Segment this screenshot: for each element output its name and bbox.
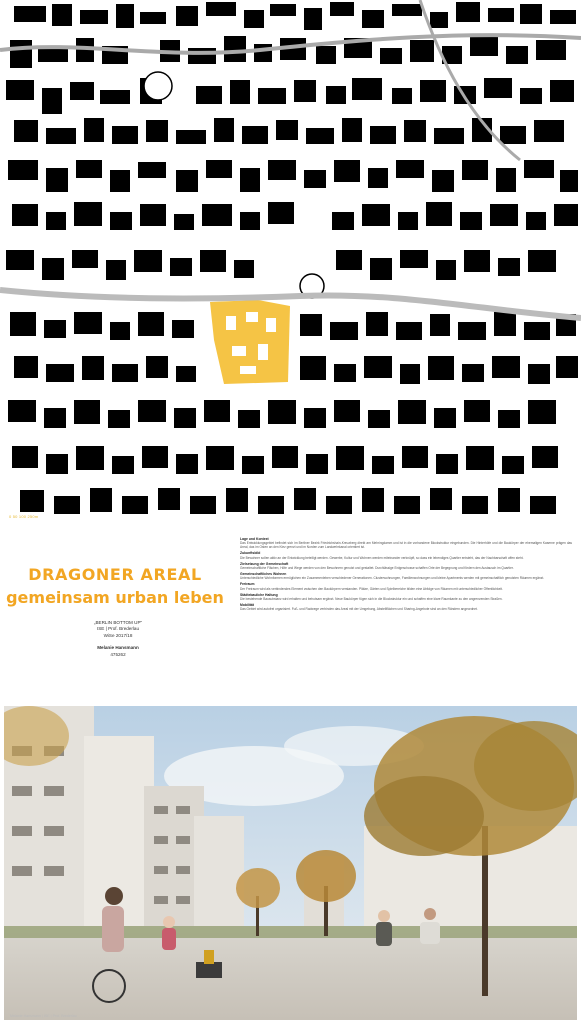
meta-project: „BERLIN BOTTOM UP“ (93, 620, 143, 625)
plaza (4, 926, 577, 1020)
meta-author: Melanie Hansmann (97, 645, 139, 651)
section-heading: Mobilität (240, 603, 254, 608)
render-credit: Melanie Hansmann | ISE | Prof. Brederlau (10, 1014, 77, 1018)
section-text: Der Freiraum wird als verbindendes Element zwischen den Baukörpern verstanden. Plätze, Gärten und Spielbereiche bilden eine Abfolge von Räumen mit unterschiedlicher Öffentlichkeit. (240, 586, 503, 591)
section-text: Gemeinschaftliche Flächen, Höfe und Wege werden von den Bewohnern genutzt und gestaltet. Durchlässige Erdgeschosse schaffen Orte der Begegnung und fördern den Austausch im Quartier. (240, 565, 514, 570)
body-text (240, 535, 572, 612)
section-heading: Freiraum (240, 582, 255, 587)
section-heading: Zukunftsbild (240, 551, 261, 556)
title-group (0, 565, 230, 607)
section-heading: Gemeinschaftliches Wohnen (240, 572, 287, 577)
meta-chair: ISE | Prof. Brederlau (96, 626, 140, 632)
section-heading: Lage und Kontext (240, 537, 269, 541)
street-scene (4, 706, 577, 1020)
project-subtitle: gemeinsam urban leben (6, 588, 224, 607)
visualization-render (4, 706, 577, 1020)
section-heading: Städtebauliche Haltung (240, 592, 278, 597)
meta-semester: WiSe 2017/18 (103, 632, 133, 638)
project-meta (88, 620, 148, 658)
section-text: Das Entwicklungsgebiet befindet sich im Berliner Bezirk Friedrichshain-Kreuzberg direkt am Mehringdamm und ist in die vorhandene Blockstruktur eingebunden. Die Hinterhöfe und die Baukörper der ehemaligen Kaserne prägen das Areal, das im Osten an den Kiez grenzt und im Norden zum Landwehrkanal orientiert ist. (240, 541, 572, 550)
section-text: Die bestehende Bausubstanz wird erhalten und behutsam ergänzt. Neue Baukörper fügen sich in die Blockstruktur ein und schaffen eine klare Raumkante zu den angrenzenden Straßen. (240, 596, 503, 601)
meta-student-id: 475262 (110, 651, 126, 657)
section-text: Unterschiedliche Wohnformen ermöglichen ein Zusammenleben verschiedener Generationen. Clusterwohnungen, Familienwohnungen und kleine Apartments werden mit gemeinschaftlich genutzten Räumen ergänzt. (240, 576, 545, 581)
section-text: Das Gebiet wird autofrei organisiert. Fuß- und Radwege verbinden das Areal mit der Umgebung, Abstellflächen und Sharing-Angebote sind an den Rändern angeordnet. (240, 607, 478, 612)
section-text: Die Bewohner sollen aktiv an der Entwicklung beteiligt werden. Gewerbe, Kultur und Wohnen werden miteinander verknüpft, so dass ein lebendiges Quartier entsteht, das der Nachbarschaft offen steht. (240, 555, 524, 560)
map-scale-label: 0 50 100 250m (9, 514, 39, 519)
section-heading: Zielsetzung der Gemeinschaft (240, 561, 289, 566)
project-title: DRAGONER AREAL (28, 565, 202, 584)
project-description (0, 525, 581, 705)
